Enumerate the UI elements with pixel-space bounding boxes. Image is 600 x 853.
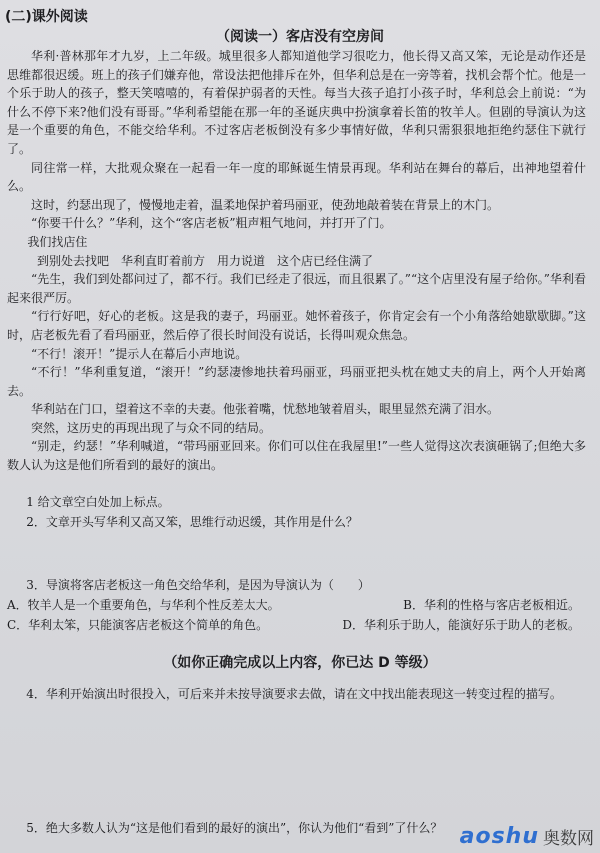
- question-3: [7, 575, 586, 635]
- script-line: 我们找店住: [27, 234, 88, 249]
- question-1: 1 给文章空白处加上标点。: [26, 495, 170, 509]
- option-c: C．华利太笨，只能演客店老板这个简单的角色。: [7, 618, 269, 632]
- paragraph: 这时，约瑟出现了，慢慢地走着，温柔地保护着玛丽亚，使劲地敲着装在背景上的木门。: [31, 197, 500, 212]
- question-3-stem: 3．导演将客店老板这一角色交给华利，是因为导演认为（ ）: [26, 578, 370, 592]
- question-5-text: 5．绝大多数人认为“这是他们看到的最好的演出”，你认为他们“看到”了什么？: [26, 821, 443, 835]
- paragraph: “不行！”华利重复道，“滚开！”约瑟凄惨地扶着玛丽亚，玛丽亚把头枕在她丈夫的肩上，两个人开始离去。: [7, 365, 586, 398]
- option-a: A．牧羊人是一个重要角色，与华利个性反差太大。: [7, 598, 280, 612]
- question-4-text: 4．华利开始演出时很投入，可后来并未按导演要求去做，请在文中找出能表现这一转变过程的描写。: [26, 687, 562, 701]
- paragraph: “行行好吧，好心的老板。这是我的妻子，玛丽亚。她怀着孩子，你肯定会有一个小角落给她歇歇脚。”这时，店老板先看了看玛丽亚，然后停了很长时间没有说话，长得叫观众焦急。: [7, 309, 586, 342]
- section-heading: (二)课外阅读: [5, 9, 88, 25]
- grade-note: （如你正确完成以上内容，你已达 D 等级）: [163, 655, 437, 671]
- paragraph: “先生，我们到处都问过了，都不行。我们已经走了很远，而且很累了。”“这个店里没有屋子给你。”华利看起来很严厉。: [7, 272, 586, 305]
- question-3-options-row-2: [7, 615, 586, 635]
- script-line: 到别处去找吧 华利直盯着前方 用力说道 这个店已经住满了: [37, 253, 374, 268]
- paragraph: 华利站在门口，望着这不幸的夫妻。他张着嘴，忧愁地皱着眉头，眼里显然充满了泪水。: [31, 402, 500, 417]
- question-1-2: [7, 492, 586, 532]
- paragraph: “不行！滚开！”提示人在幕后小声地说。: [31, 346, 248, 361]
- question-4: [7, 684, 586, 704]
- site-watermark: [460, 824, 594, 849]
- paragraph: “你要干什么？”华利，这个“客店老板”粗声粗气地问，并打开了门。: [31, 216, 392, 231]
- watermark-logo: aoshu: [459, 824, 539, 849]
- question-3-options-row-1: [7, 595, 586, 615]
- paragraph: 突然，这历史的再现出现了与众不同的结局。: [31, 420, 272, 435]
- watermark-site-name: 奥数网: [543, 829, 594, 849]
- option-d: D．华利乐于助人，能演好乐于助人的老板。: [342, 618, 580, 632]
- passage-body: [7, 47, 586, 475]
- paragraph: 华利·普林那年才九岁，上二年级。城里很多人都知道他学习很吃力，他长得又高又笨，无论是动作还是思维都很迟缓。班上的孩子们嫌弃他，常设法把他排斥在外，但华利总是在一旁等着，找机会帮个忙。他是一个乐于助人的孩子，整天笑嘻嘻的，有着保护弱者的天性。每当大孩子追打小孩子时，华利总会上前说：“为什么不停下来?他们没有哥哥。”华利希望能在那一年的圣诞庆典中扮演拿着长笛的牧羊人。但剧的导演认为这是一个重要的角色，不能交给华利。不过客店老板倒没有多少事情好做，华利只需狠狠地拒绝约瑟住下就行了。: [7, 49, 586, 156]
- paragraph: 同往常一样，大批观众聚在一起看一年一度的耶稣诞生情景再现。华利站在舞台的幕后，出神地望着什么。: [7, 160, 586, 194]
- option-b: B．华利的性格与客店老板相近。: [403, 598, 580, 612]
- paragraph: “别走，约瑟！”华利喊道，“带玛丽亚回来。你们可以住在我屋里!”一些人觉得这次表演砸锅了;但绝大多数人认为这是他们所看到的最好的演出。: [7, 439, 586, 473]
- question-2: 2．文章开头写华利又高又笨，思维行动迟缓，其作用是什么？: [26, 515, 358, 529]
- passage-title: （阅读一）客店没有空房间: [216, 29, 384, 45]
